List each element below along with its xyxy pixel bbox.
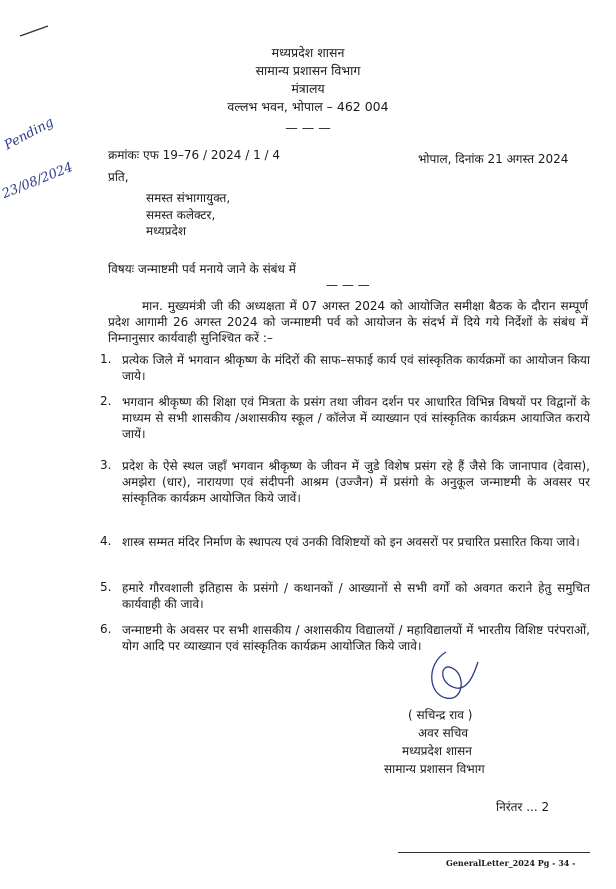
point-2-number: 2. xyxy=(100,394,112,408)
handwritten-line-1: Pending xyxy=(2,114,57,154)
signatory-name: ( सचिन्द्र राव ) xyxy=(408,708,473,722)
handwritten-line-2: 23/08/2024 xyxy=(0,159,76,202)
header-department: सामान्य प्रशासन विभाग xyxy=(255,63,361,78)
footer-text: GeneralLetter_2024 Pg - 34 - xyxy=(446,858,576,868)
point-3-text: प्रदेश के ऐसे स्थल जहाँ भगवान श्रीकृष्ण के जीवन में जुडे विशेष प्रसंग रहे हैं जैसे कि जानापाव (देवास), अमझेरा (धार), नारायणा एवं संदीपनी आश्रम (उज्जैन) में प्रसंगो के अनुकूल जन्माष्टमी के अवसर पर सांस्कृतिक कार्यक्रम आयोजित किये जावें। xyxy=(122,459,590,505)
reference-number: क्रमांकः एफ 19–76 / 2024 / 1 / 4 xyxy=(108,148,281,162)
point-4-number: 4. xyxy=(100,534,112,548)
to-label: प्रति, xyxy=(108,170,129,184)
intro-paragraph: मान. मुख्यमंत्री जी की अध्यक्षता में 07 अगस्त 2024 को आयोजित समीक्षा बैठक के दौरान सम्पूर्ण प्रदेश आगामी 26 अगस्त 2024 को जन्माष्टमी पर्व को आयोजन के संदर्भ में दिये गये निर्देशों के संबंध में निम्नानुसार कार्यवाही सुनिश्चित करें :– xyxy=(108,299,588,345)
addressee-2: समस्त कलेक्टर, xyxy=(146,208,216,222)
place-date: भोपाल, दिनांक 21 अगस्त 2024 xyxy=(418,152,569,166)
point-6-number: 6. xyxy=(100,622,112,636)
header-dashes: — — — xyxy=(285,120,331,135)
point-4-text: शास्त्र सम्मत मंदिर निर्माण के स्थापत्य एवं उनकी विशिष्टयों को इन अवसरों पर प्रचारित प्रसारित किया जावे। xyxy=(122,535,580,549)
addressee-3: मध्यप्रदेश xyxy=(146,224,187,238)
signature-scribble-icon xyxy=(416,644,486,704)
signatory-org-1: मध्यप्रदेश शासन xyxy=(402,744,472,758)
point-5-number: 5. xyxy=(100,580,112,594)
pen-mark-icon xyxy=(18,22,52,40)
handwritten-date-note xyxy=(0,160,75,202)
point-1-number: 1. xyxy=(100,352,112,366)
point-5-text: हमारे गौरवशाली इतिहास के प्रसंगो / कथानकों / आख्यानों से सभी वर्गों को अवगत कराने हेतु समुचित कार्यवाही की जावे। xyxy=(122,581,590,611)
footer-rule xyxy=(398,852,590,853)
continued-marker: निरंतर ... 2 xyxy=(496,800,550,814)
header-govt: मध्यप्रदेश शासन xyxy=(271,45,345,60)
signatory-org-2: सामान्य प्रशासन विभाग xyxy=(384,762,485,776)
point-6-text: जन्माष्टमी के अवसर पर सभी शासकीय / अशासकीय विद्यालयों / महाविद्यालयों में भारतीय विशिष्ट परंपराओं, योग आदि पर व्याख्यान एवं सांस्कृतिक कार्यक्रम आयोजित किये जावे। xyxy=(122,623,590,653)
subject-dashes: — — — xyxy=(326,278,370,292)
point-1-text: प्रत्येक जिले में भगवान श्रीकृष्ण के मंदिरों की साफ–सफाई कार्य एवं सांस्कृतिक कार्यक्रमों का आयोजन किया जाये। xyxy=(122,353,590,383)
point-2-text: भगवान श्रीकृष्ण की शिक्षा एवं मित्रता के प्रसंग तथा जीवन दर्शन पर आधारित विभिन्न विषयों पर विद्वानों के माध्यम से सभी शासकीय /अशासकीय स्कूल / कॉलेज में व्याख्यान एवं सांस्कृतिक कार्यक्रम आयाजित कराये जायें। xyxy=(122,395,590,441)
point-3-number: 3. xyxy=(100,458,112,472)
signatory-designation: अवर सचिव xyxy=(418,726,469,740)
subject-line: विषयः जन्माष्टमी पर्व मनाये जाने के संबंध में xyxy=(108,262,296,276)
header-address: वल्लभ भवन, भोपाल – 462 004 xyxy=(227,99,389,114)
header-ministry: मंत्रालय xyxy=(291,81,325,96)
addressee-1: समस्त संभागायुक्त, xyxy=(146,191,231,205)
